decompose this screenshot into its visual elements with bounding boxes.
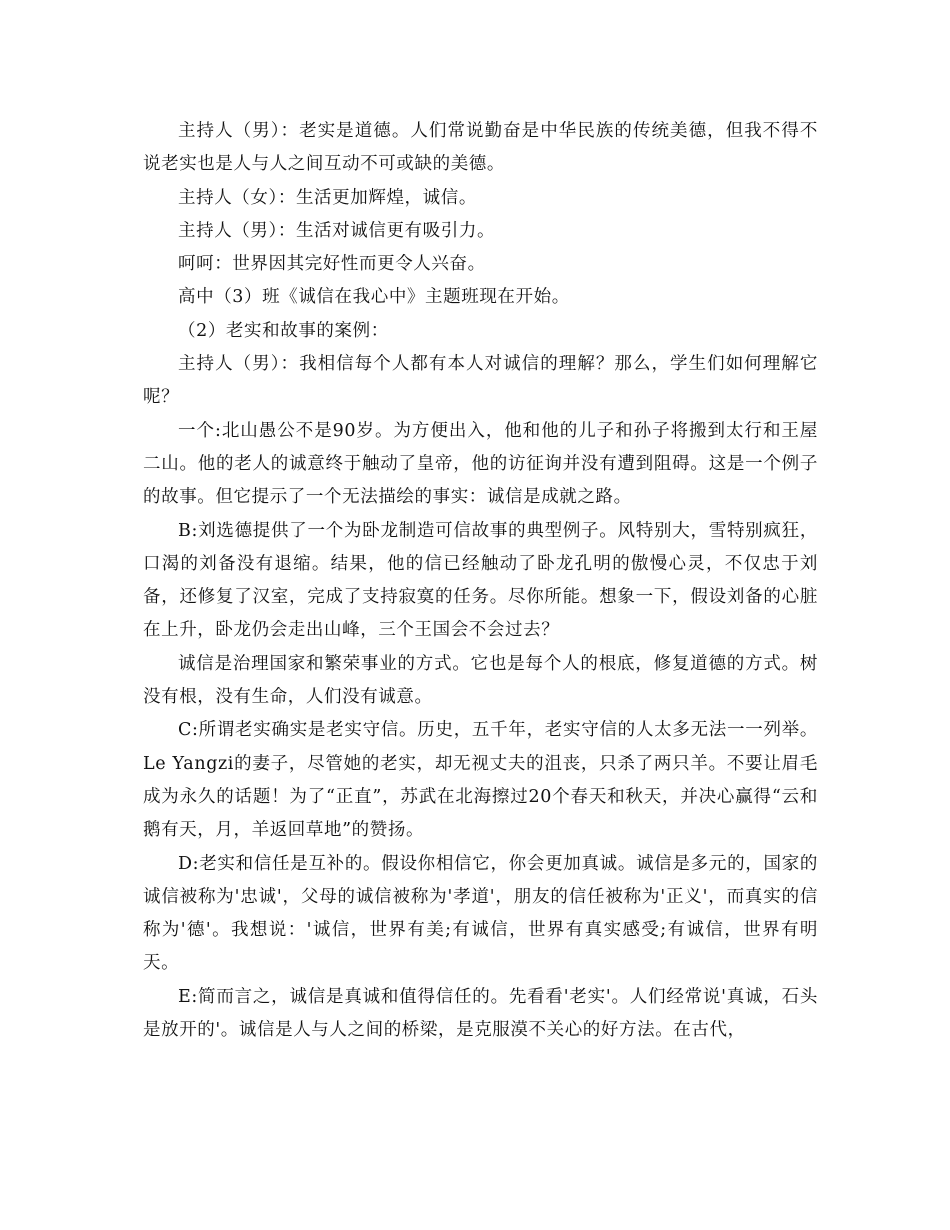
paragraph-story-d: D:老实和信任是互补的。假设你相信它，你会更加真诚。诚信是多元的，国家的诚信被称为'忠诚'，父母的诚信被称为'孝道'，朋友的信任被称为'正义'，而真实的信称为'德'。我想说：'诚信，世界有美;有诚信，世界有真实感受;有诚信，世界有明天。: [143, 853, 818, 974]
paragraph-class-meeting-start: 高中（3）班《诚信在我心中》主题班现在开始。: [178, 287, 570, 308]
paragraph-story-c: C:所谓老实确实是老实守信。历史，五千年，老实守信的人太多无法一一列举。 Le Yangzi的妻子，尽管她的老实，却无视丈夫的沮丧，只杀了两只羊。不要让眉毛成为永久的话题！为了“正直”，苏武在北海擦过20个春天和秋天，并决心赢得“云和鹅有天，月，羊返回草地”的赞扬。: [143, 720, 818, 841]
paragraph-section-heading: （2）老实和故事的案例：: [178, 320, 389, 341]
paragraph-story-a: 一个:北山愚公不是90岁。为方便出入，他和他的儿子和孙子将搬到太行和王屋二山。他的老人的诚意终于触动了皇帝，他的访征询并没有遭到阻碍。这是一个例子的故事。但它提示了一个无法描绘的事实：诚信是成就之路。: [143, 420, 818, 508]
document-page: [143, 115, 818, 1047]
paragraph-host-female-life: 主持人（女）：生活更加辉煌，诚信。: [178, 187, 477, 208]
paragraph-world-exciting: 呵呵：世界因其完好性而更令人兴奋。: [178, 254, 486, 275]
paragraph-integrity-governance: 诚信是治理国家和繁荣事业的方式。它也是每个人的根底，修复道德的方式。树没有根，没有生命，人们没有诚意。: [143, 653, 818, 708]
paragraph-host-male-attraction: 主持人（男）：生活对诚信更有吸引力。: [178, 220, 496, 241]
paragraph-host-male-question: 主持人（男）：我相信每个人都有本人对诚信的理解？那么，学生们如何理解它呢？: [143, 354, 818, 408]
paragraph-story-b: B:刘选德提供了一个为卧龙制造可信故事的典型例子。风特别大，雪特别疯狂，口渴的刘备没有退缩。结果，他的信已经触动了卧龙孔明的傲慢心灵，不仅忠于刘备，还修复了汉室，完成了支持寂寞的任务。尽你所能。想象一下，假设刘备的心脏在上升，卧龙仍会走出山峰，三个王国会不会过去？: [143, 520, 818, 641]
paragraph-story-e: E:简而言之，诚信是真诚和值得信任的。先看看'老实'。人们经常说'真诚，石头是放开的'。诚信是人与人之间的桥梁，是克服漠不关心的好方法。在古代，: [143, 986, 818, 1041]
paragraph-host-male-honesty: 主持人（男）：老实是道德。人们常说勤奋是中华民族的传统美德，但我不得不说老实也是人与人之间互动不可或缺的美德。: [143, 121, 818, 175]
